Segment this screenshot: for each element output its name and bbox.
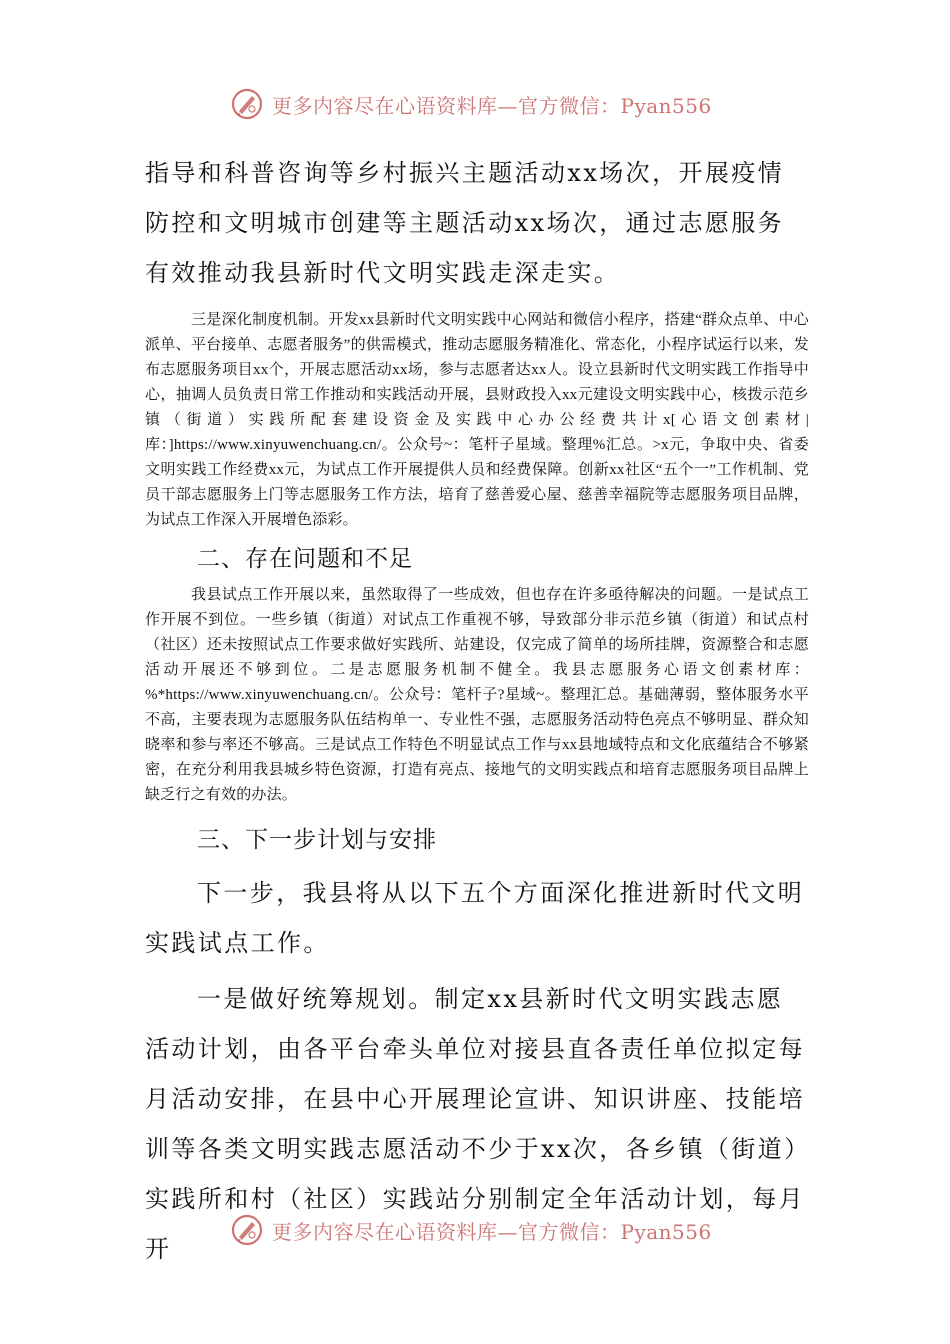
paragraph-1: 指导和科普咨询等乡村振兴主题活动xx场次，开展疫情防控和文明城市创建等主题活动xx场次，通过志愿服务有效推动我县新时代文明实践走深走实。 — [145, 159, 785, 287]
paragraph-5: 一是做好统筹规划。制定xx县新时代文明实践志愿活动计划，由各平台牵头单位对接县直各责任单位拟定每月活动安排，在县中心开展理论宣讲、知识讲座、技能培训等各类文明实践志愿活动不少于xx次，各乡镇（街道）实践所和村（社区）实践站分别制定全年活动计划，每月开 — [145, 985, 805, 1263]
watermark-text: 更多内容尽在心语资料库—官方微信：Pyan556 — [272, 93, 712, 118]
paragraph-4: 下一步，我县将从以下五个方面深化推进新时代文明实践试点工作。 — [145, 879, 805, 957]
paragraph-2: 三是深化制度机制。开发xx县新时代文明实践中心网站和微信小程序，搭建“群众点单、中心派单、平台接单、志愿者服务”的供需模式，推动志愿服务精准化、常态化，小程序试运行以来，发布志愿服务项目xx个，开展志愿活动xx场，参与志愿者达xx人。设立县新时代文明实践工作指导中心，抽调人员负责日常工作推动和实践活动开展，县财政投入xx元建设文明实践中心，核拨示范乡镇（街道）实践所配套建设资金及实践中心办公经费共计x[心语文创素材|库：]https://www.xinyuwenchuang.cn/。公众号~：笔杆子星域。整理%汇总。>x元，争取中央、省委文明实践工作经费xx元，为试点工作开展提供人员和经费保障。创新xx社区“五个一”工作机制、党员干部志愿服务上门等志愿服务工作方法，培育了慈善爱心屋、慈善幸福院等志愿服务项目品牌，为试点工作深入开展增色添彩。 — [145, 312, 809, 528]
section-heading-3: 三、下一步计划与安排 — [197, 827, 437, 853]
header-watermark — [230, 86, 712, 122]
footer-watermark — [230, 1212, 712, 1248]
section-heading-2: 二、存在问题和不足 — [197, 546, 413, 572]
document-body — [145, 148, 809, 1274]
paragraph-3: 我县试点工作开展以来，虽然取得了一些成效，但也存在许多亟待解决的问题。一是试点工作开展不到位。一些乡镇（街道）对试点工作重视不够，导致部分非示范乡镇（街道）和试点村（社区）还未按照试点工作要求做好实践所、站建设，仅完成了简单的场所挂牌，资源整合和志愿活动开展还不够到位。二是志愿服务机制不健全。我县志愿服务心语文创素材库：%*https://www.xinyuwenchuang.cn/。公众号：笔杆子?星域~。整理汇总。基础薄弱，整体服务水平不高，主要表现为志愿服务队伍结构单一、专业性不强，志愿服务活动特色亮点不够明显、群众知晓率和参与率还不够高。三是试点工作特色不明显试点工作与xx县地域特点和文化底蕴结合不够紧密，在充分利用我县城乡特色资源，打造有亮点、接地气的文明实践点和培育志愿服务项目品牌上缺乏行之有效的办法。 — [145, 587, 809, 803]
watermark-text: 更多内容尽在心语资料库—官方微信：Pyan556 — [272, 1219, 712, 1244]
pen-nib-seal-icon — [230, 1213, 264, 1247]
pen-nib-seal-icon — [230, 87, 264, 121]
